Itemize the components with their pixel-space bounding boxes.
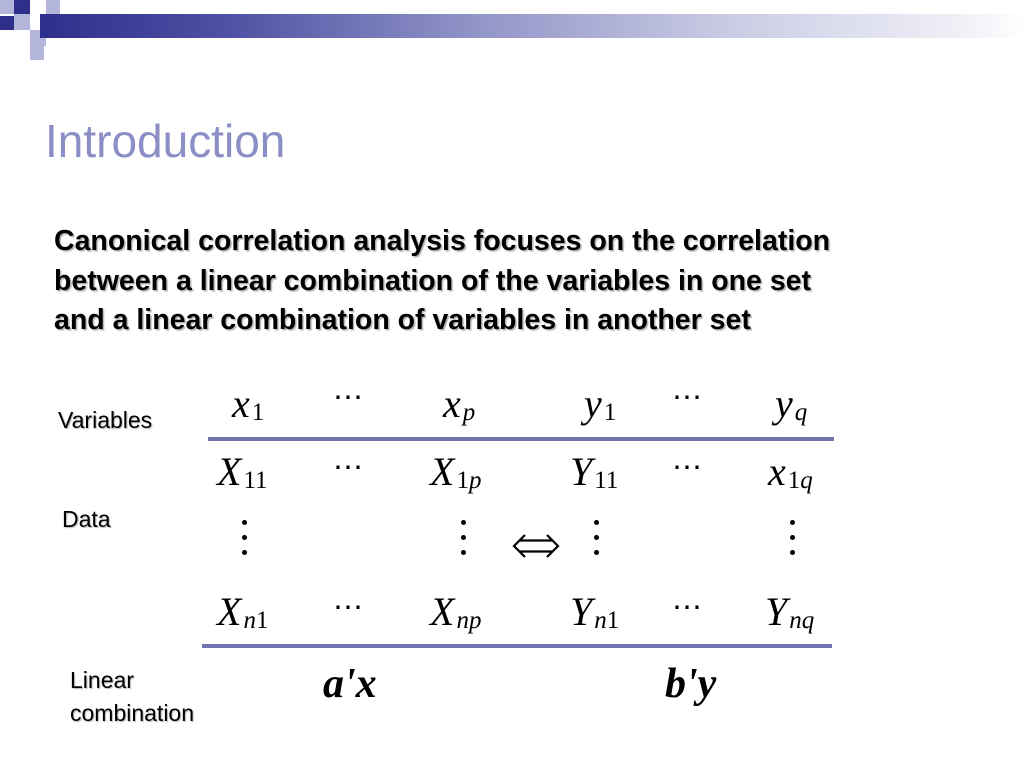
header-square: [14, 44, 28, 58]
header-square: [46, 0, 60, 14]
header-square: [0, 16, 14, 30]
double-arrow-icon: [512, 532, 560, 560]
variables-label: Variables: [58, 407, 153, 433]
ellipsis: ⋯: [672, 381, 706, 414]
variable-y1: y1: [584, 381, 617, 426]
data-x1q: x1q: [768, 449, 813, 494]
slide-title: Introduction: [45, 115, 286, 167]
variable-x1: x1: [232, 381, 265, 426]
body-paragraph: [54, 222, 1014, 341]
data-Y11: Y11: [570, 449, 619, 494]
combination-label-line: combination: [70, 700, 195, 726]
data-Xnp: Xnp: [430, 589, 482, 634]
linear-combination-a: a'x: [323, 661, 377, 707]
data-X1p: X1p: [430, 449, 482, 494]
data-Ynq: Ynq: [765, 589, 815, 634]
body-line: between a linear combination of the variables in one set: [54, 264, 812, 297]
ellipsis: ⋯: [333, 591, 367, 624]
data-Yn1: Yn1: [570, 589, 620, 634]
header-square: [14, 14, 30, 30]
ellipsis: ⋯: [333, 451, 367, 484]
data-label: Data: [62, 506, 111, 532]
data-Xn1: Xn1: [217, 589, 269, 634]
variables-rule-line: [208, 437, 834, 441]
variable-xp: xp: [443, 381, 476, 426]
header-square: [30, 0, 46, 14]
ellipsis: ⋯: [672, 591, 706, 624]
vertical-ellipsis: [594, 520, 600, 560]
vertical-ellipsis: [242, 520, 248, 560]
header-square: [30, 46, 44, 60]
data-X11: X11: [217, 449, 268, 494]
header-square: [0, 0, 14, 14]
header-gradient-bar: [40, 14, 1024, 38]
vertical-ellipsis: [790, 520, 796, 560]
linear-combination-label: [70, 664, 194, 730]
data-rule-line: [202, 644, 832, 648]
ellipsis: ⋯: [333, 381, 367, 414]
variable-yq: yq: [775, 381, 808, 426]
ellipsis: ⋯: [672, 451, 706, 484]
header-square: [14, 0, 30, 14]
body-line: Canonical correlation analysis focuses on the correlation: [54, 225, 831, 257]
body-line: and a linear combination of variables in another set: [54, 304, 751, 336]
vertical-ellipsis: [461, 520, 467, 560]
linear-combination-b: b'y: [665, 661, 717, 707]
linear-label-line: Linear: [70, 667, 134, 693]
